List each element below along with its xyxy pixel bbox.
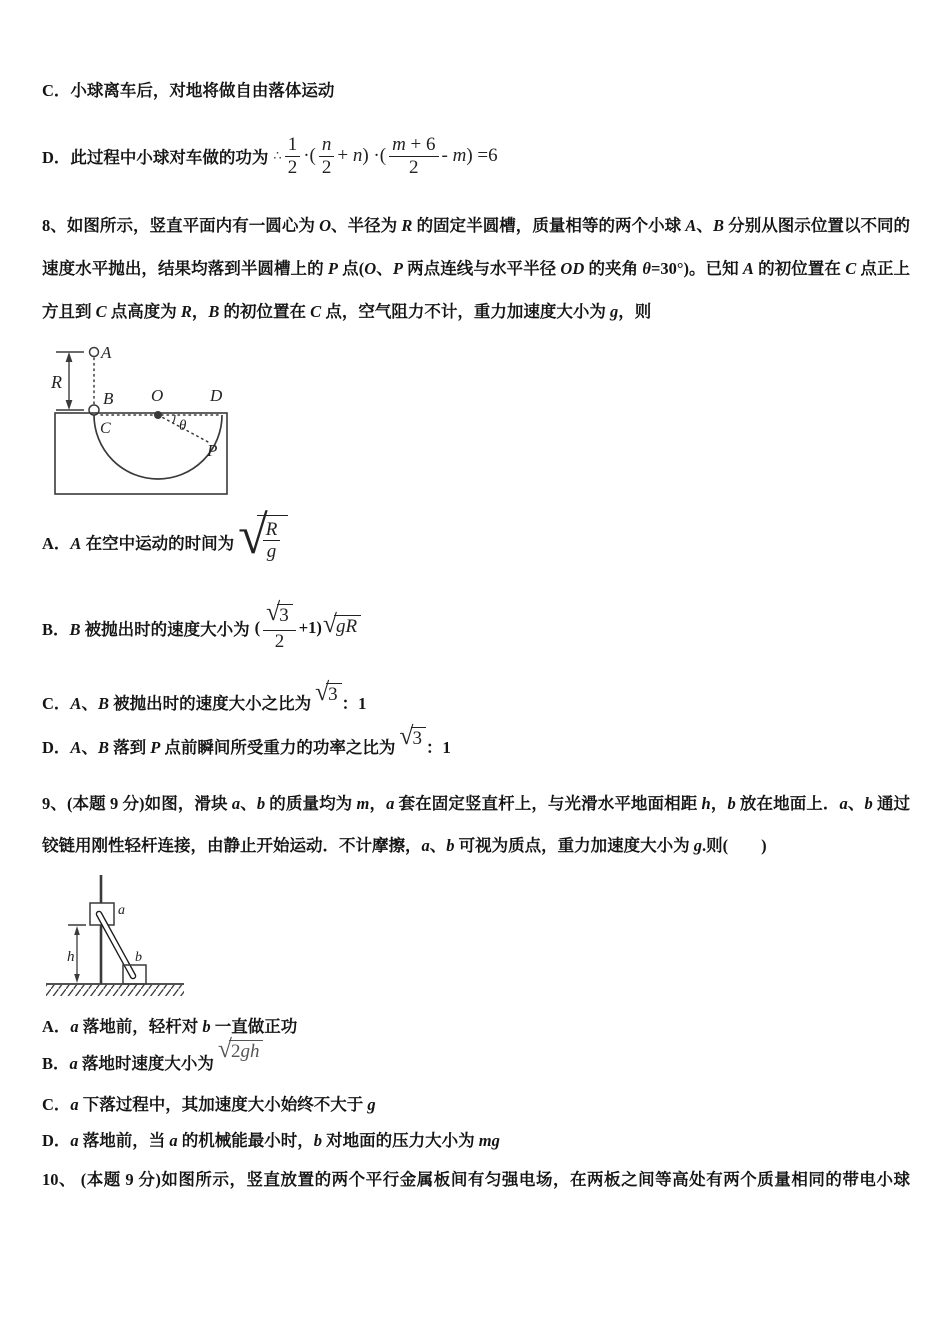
option-9c (42, 1091, 910, 1115)
question-8-line-2: 速度水平抛出，结果均落到半圆槽上的 P 点(O、P 两点连线与水平半径 OD 的夹角 θ=30°)。已知 A 的初位置在 C 点正上 (42, 259, 911, 278)
label-b: b (135, 950, 142, 965)
label-A: A (101, 343, 112, 362)
option-8c (42, 676, 910, 717)
option-8b (42, 597, 910, 659)
question-8-line-1: 8、如图所示，竖直平面内有一圆心为 O、半径为 R 的固定半圆槽，质量相等的两个小球 A、B 分别从图示位置以不同的 (42, 216, 911, 235)
formula-sqrt3-over-2-plus-1-sqrt-gR: ( √ 3 2 +1) √ gR (254, 604, 361, 653)
arrow-up-icon (66, 352, 73, 362)
formula-sqrt-2gh: √ 2gh (218, 1040, 264, 1066)
q8-diagram-wrapper (48, 339, 910, 499)
ground-hatching (46, 985, 184, 996)
option-9d-text: D．a 落地前，当 a 的机械能最小时，b 对地面的压力大小为 mg (42, 1131, 500, 1150)
label-B: B (103, 389, 114, 408)
question-8-line-3: 方且到 C 点高度为 R，B 的初位置在 C 点，空气阻力不计，重力加速度大小为 g，则 (42, 302, 652, 321)
option-9a (42, 1013, 910, 1037)
q9-diagram (36, 869, 218, 1007)
question-9-text (42, 783, 910, 867)
question-10-text (42, 1167, 910, 1193)
option-9c-text: C．a 下落过程中，其加速度大小始终不大于 g (42, 1095, 376, 1114)
label-h: h (67, 949, 75, 965)
option-8c-post: ：1 (341, 694, 367, 713)
q9-diagram-wrapper (36, 869, 910, 1007)
option-8a-text: A．A 在空中运动的时间为 (42, 534, 235, 553)
option-9d (42, 1127, 910, 1151)
option-c-previous: C．小球离车后，对地将做自由落体运动 (42, 81, 335, 100)
option-9b (42, 1033, 910, 1077)
option-8c-text: C．A、B 被抛出时的速度大小之比为 (42, 694, 312, 713)
option-8d-post: ：1 (426, 738, 451, 757)
label-O: O (151, 386, 164, 405)
option-8d-text: D．A、B 落到 P 点前瞬间所受重力的功率之比为 (42, 738, 396, 757)
option-8b-text: B．B 被抛出时的速度大小为 (42, 620, 250, 639)
formula-sqrt3-c: √ 3 (315, 683, 342, 709)
option-8d (42, 720, 910, 761)
groove-box (55, 413, 227, 494)
ball-A (90, 348, 99, 357)
formula-sqrt3-d: √ 3 (399, 727, 426, 753)
option-d-previous (42, 128, 910, 184)
option-8a (42, 505, 910, 573)
label-R: R (51, 372, 62, 392)
semicircle-groove (94, 415, 222, 479)
option-d-text: D．此过程中小球对车做的功为 (42, 148, 269, 167)
option-9a-text: A．a 落地前，轻杆对 b 一直做正功 (42, 1017, 298, 1036)
question-9-line-2: 铰链用刚性轻杆连接，由静止开始运动．不计摩擦，a、b 可视为质点，重力加速度大小为 g.则( ) (42, 836, 767, 855)
arrow-up-icon (74, 926, 80, 935)
question-8-text (42, 204, 910, 333)
label-theta: θ (179, 418, 187, 434)
q8-diagram (48, 339, 240, 499)
work-formula: ∴ $\frac{1}{2}$ ·( $\frac{n}{2}$ + n) ·( $\frac{m + 6}{2}$ - m) =6 (273, 134, 498, 178)
link-rod-fill (99, 914, 133, 976)
label-a: a (118, 903, 125, 918)
option-9b-text: B．a 落地时速度大小为 (42, 1054, 214, 1073)
label-P: P (207, 441, 218, 460)
label-D: D (210, 386, 223, 405)
label-C: C (100, 420, 111, 437)
question-9-line-1: 9、(本题 9 分)如图，滑块 a、b 的质量均为 m，a 套在固定竖直杆上，与光滑水平地面相距 h，b 放在地面上．a、b 通过 (42, 794, 911, 813)
question-10-line-1: 10、 (本题 9 分)如图所示，竖直放置的两个平行金属板间有匀强电场，在两板之间等高处有两个质量相同的带电小球 (42, 1170, 910, 1189)
formula-sqrt-R-over-g: √ $\frac{R}{g}$ (238, 515, 288, 569)
theta-angle-arc (173, 415, 175, 424)
arrow-down-icon (74, 974, 80, 983)
arrow-down-icon (66, 400, 73, 410)
